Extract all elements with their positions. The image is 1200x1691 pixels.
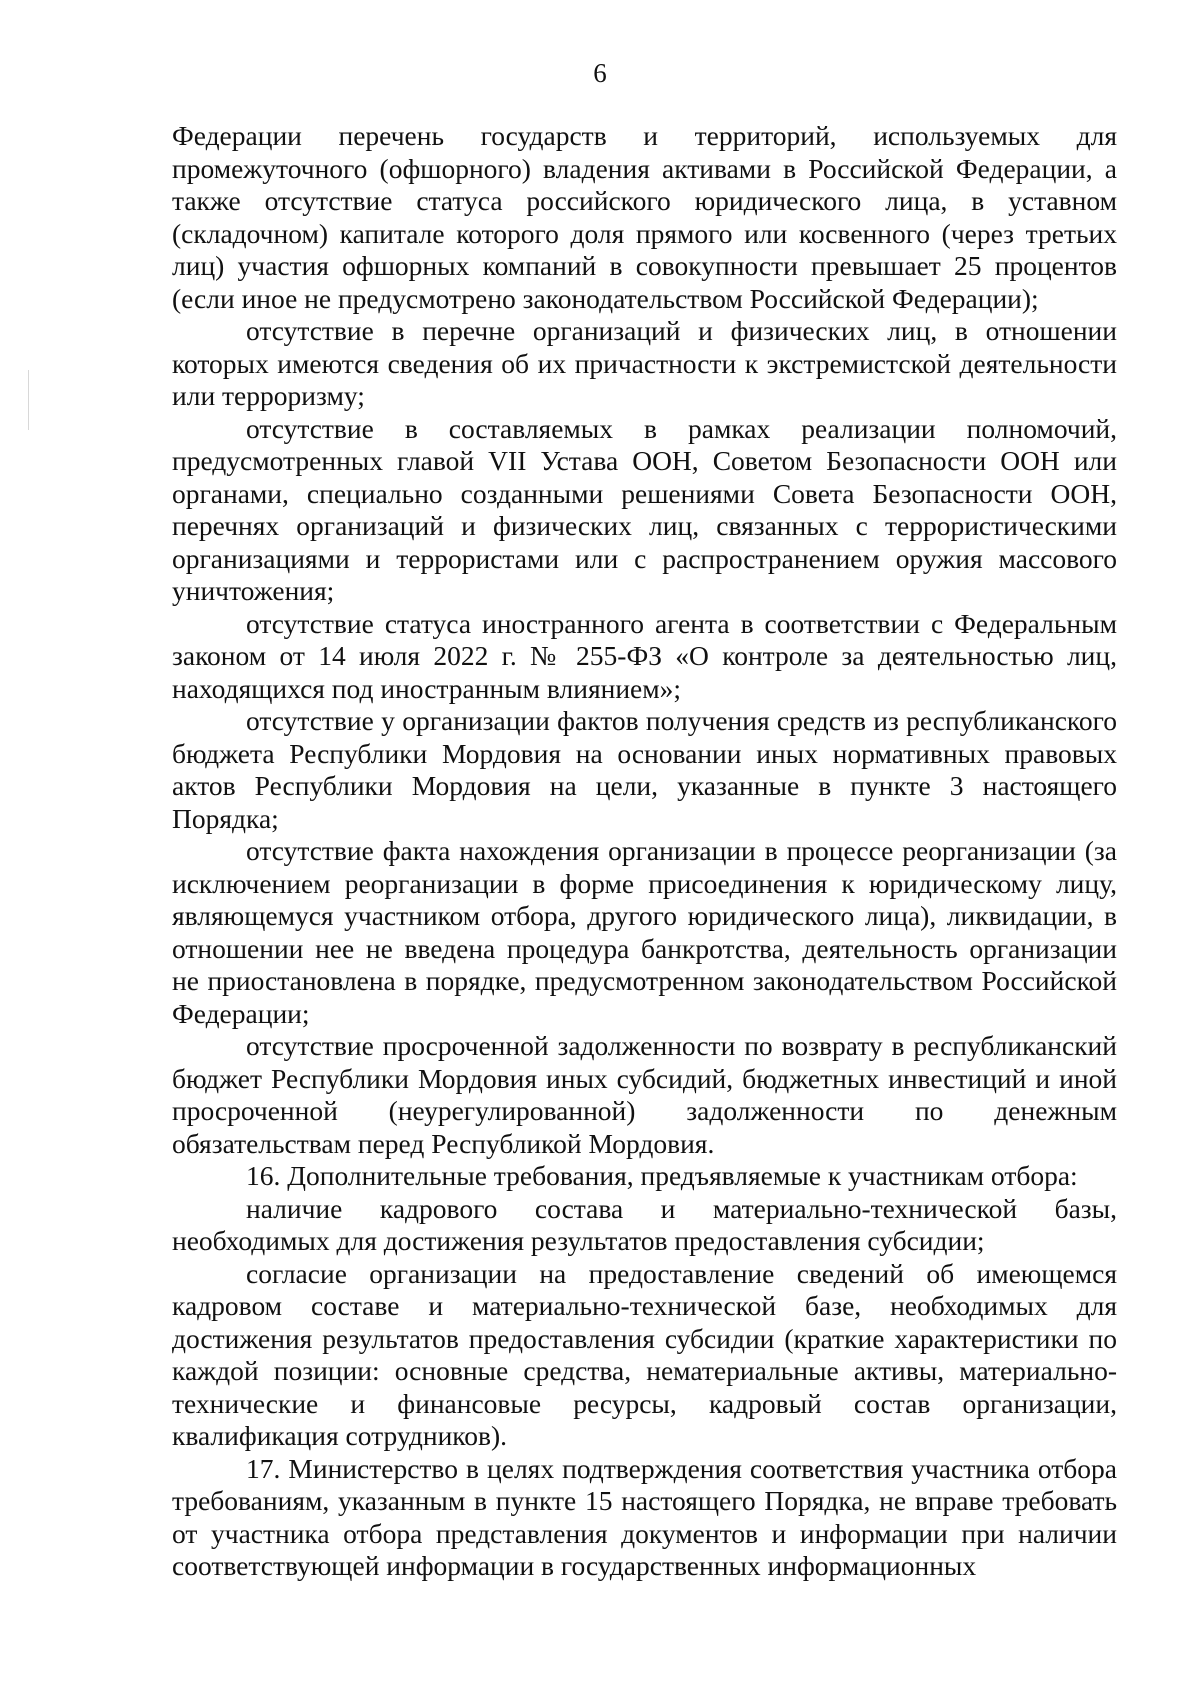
paragraph: отсутствие просроченной задолженности по возврату в республиканский бюджет Республики Мордовия иных субсидий, бюджетных инвестиций и иной просроченной (неурегулированной) задолженности по денежным обязательствам перед Республикой Мордовия. <box>172 1030 1117 1159</box>
paragraph: согласие организации на предоставление сведений об имеющемся кадровом составе и материально-технической базе, необходимых для достижения результатов предоставления субсидии (краткие характеристики по каждой позиции: основные средства, нематериальные активы, материально-технические и финансовые ресурсы, кадровый состав организации, квалификация сотрудников). <box>172 1257 1117 1451</box>
paragraph: отсутствие факта нахождения организации в процессе реорганизации (за исключением реорганизации в форме присоединения к юридическому лицу, являющемуся участником отбора, другого юридического лица), ликвидации, в отношении нее не введена процедура банкротства, деятельность организации не приостановлена в порядке, предусмотренном законодательством Российской Федерации; <box>172 835 1117 1029</box>
paragraph: отсутствие статуса иностранного агента в соответствии с Федеральным законом от 14 июля 2022 г. № 255-ФЗ «О контроле за деятельностью лиц, находящихся под иностранным влиянием»; <box>172 607 1117 704</box>
paragraph: Федерации перечень государств и территорий, используемых для промежуточного (офшорного) владения активами в Российской Федерации, а также отсутствие статуса российского юридического лица, в уставном (складочном) капитале которого доля прямого или косвенного (через третьих лиц) участия офшорных компаний в совокупности превышает 25 процентов (если иное не предусмотрено законодательством Российской Федерации); <box>172 120 1117 314</box>
paragraph: отсутствие в составляемых в рамках реализации полномочий, предусмотренных главой VII Устава ООН, Советом Безопасности ООН или органами, специально созданными решениями Совета Безопасности ООН, перечнях организаций и физических лиц, связанных с террористическими организациями и террористами или с распространением оружия массового уничтожения; <box>172 412 1117 606</box>
document-body <box>172 120 1117 1583</box>
scan-margin-mark <box>28 370 29 430</box>
paragraph: отсутствие в перечне организаций и физических лиц, в отношении которых имеются сведения об их причастности к экстремистской деятельности или терроризму; <box>172 315 1117 411</box>
paragraph: отсутствие у организации фактов получения средств из республиканского бюджета Республики Мордовия на основании иных нормативных правовых актов Республики Мордовия на цели, указанные в пункте 3 настоящего Порядка; <box>172 705 1117 834</box>
paragraph: 16. Дополнительные требования, предъявляемые к участникам отбора: <box>246 1160 1078 1191</box>
paragraph: 17. Министерство в целях подтверждения соответствия участника отбора требованиям, указанным в пункте 15 настоящего Порядка, не вправе требовать от участника отбора представления документов и информации при наличии соответствующей информации в государственных информационных <box>172 1452 1117 1581</box>
paragraph: наличие кадрового состава и материально-технической базы, необходимых для достижения результатов предоставления субсидии; <box>172 1192 1117 1256</box>
page-number: 6 <box>593 58 607 88</box>
